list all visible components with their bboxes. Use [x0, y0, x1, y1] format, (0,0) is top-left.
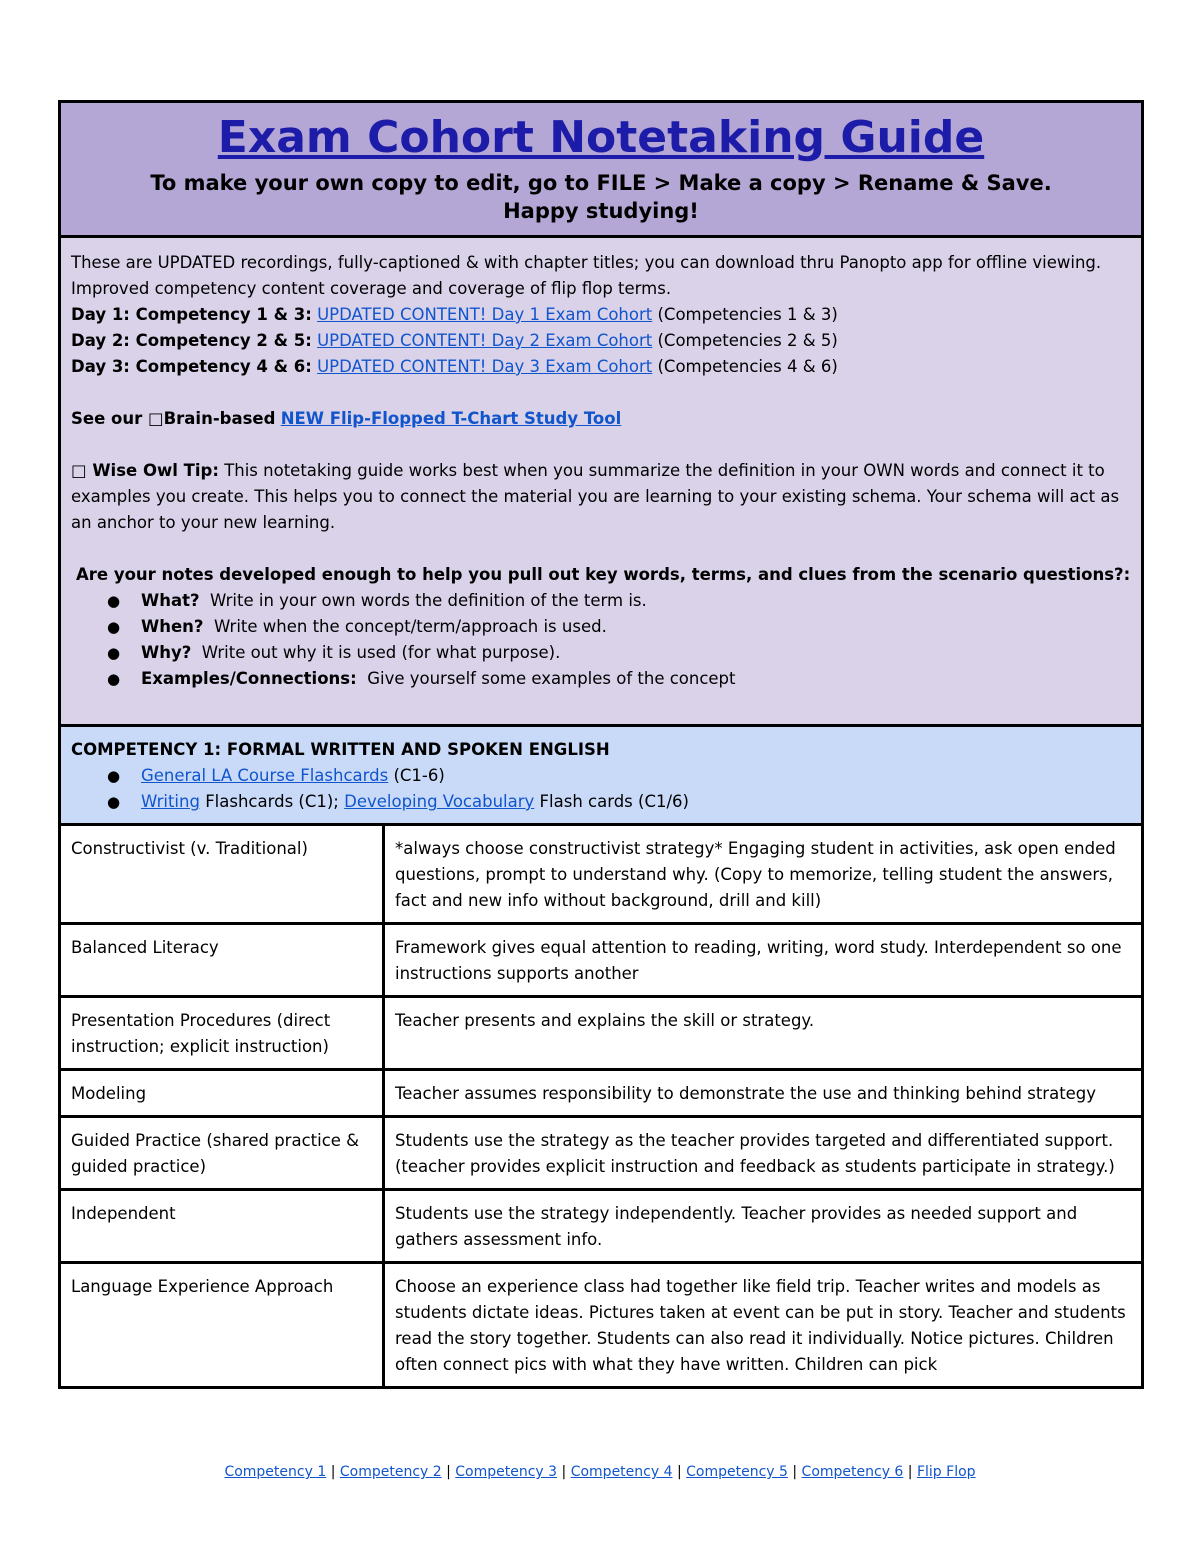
term-cell: Presentation Procedures (direct instruction; explicit instruction) — [61, 997, 384, 1070]
table-row — [61, 924, 1141, 997]
term-cell: Language Experience Approach — [61, 1263, 384, 1387]
day-1-line — [71, 302, 1131, 328]
footer-separator: | — [792, 1464, 798, 1480]
table-row — [61, 1117, 1141, 1190]
vocabulary-suffix: Flash cards (C1/6) — [539, 792, 689, 811]
table-row — [61, 1070, 1141, 1117]
day-3-line — [71, 354, 1131, 380]
question-bullet-list — [71, 588, 1131, 692]
day-2-link[interactable]: UPDATED CONTENT! Day 2 Exam Cohort — [317, 331, 653, 350]
definition-cell: *always choose constructivist strategy* Engaging student in activities, ask open ended questions, prompt to understand why. (Copy to memorize, telling student the answers, fact and new info without background, drill and kill) — [395, 839, 1116, 910]
notetaking-guide-sheet — [58, 100, 1144, 1389]
tip-text: This notetaking guide works best when you summarize the definition in your OWN words and connect it to examples you create. This helps you to connect the material you are learning to your existing schema. Your schema will act as an anchor to your new learning. — [71, 461, 1120, 532]
bullet-examples-label: Examples/Connections: — [141, 669, 357, 688]
term-cell: Modeling — [61, 1070, 384, 1117]
day-2-line — [71, 328, 1131, 354]
footer-link-competency-5[interactable]: Competency 5 — [686, 1464, 788, 1480]
term-cell: Balanced Literacy — [61, 924, 384, 997]
footer-link-competency-1[interactable]: Competency 1 — [224, 1464, 327, 1480]
bullet-why-text: Write out why it is used (for what purpose). — [201, 643, 561, 662]
definition-cell: Teacher presents and explains the skill or strategy. — [384, 997, 1142, 1070]
day-3-link[interactable]: UPDATED CONTENT! Day 3 Exam Cohort — [317, 357, 653, 376]
subtitle-line-1: To make your own copy to edit, go to FILE > Make a copy > Rename & Save. — [150, 171, 1052, 195]
competency-heading: COMPETENCY 1: FORMAL WRITTEN AND SPOKEN ENGLISH — [71, 740, 610, 759]
notes-question — [71, 562, 1131, 588]
day-2-label: Day 2: Competency 2 & 5: — [71, 331, 312, 350]
definition-cell: Teacher assumes responsibility to demonstrate the use and thinking behind strategy — [384, 1070, 1142, 1117]
page-title: Exam Cohort Notetaking Guide — [217, 112, 985, 163]
flashcard-list — [71, 763, 1131, 815]
flip-flop-tchart-link[interactable]: NEW Flip-Flopped T-Chart Study Tool — [280, 409, 622, 428]
day-2-suffix: (Competencies 2 & 5) — [657, 331, 838, 350]
footer-separator: | — [907, 1464, 913, 1480]
bullet-what-label: What? — [141, 591, 200, 610]
intro-section — [61, 238, 1141, 727]
footer-link-competency-2[interactable]: Competency 2 — [339, 1464, 442, 1480]
term-cell: Constructivist (v. Traditional) — [61, 826, 384, 924]
table-row — [61, 826, 1141, 924]
bullet-when-label: When? — [141, 617, 204, 636]
subtitle-line-2: Happy studying! — [503, 199, 699, 223]
general-la-suffix: (C1-6) — [393, 766, 445, 785]
writing-flashcards-text: Flashcards (C1); — [205, 792, 339, 811]
bullet-why-label: Why? — [141, 643, 192, 662]
term-cell: Guided Practice (shared practice & guided practice) — [61, 1117, 384, 1190]
definition-cell: Students use the strategy independently. Teacher provides as needed support and gathers assessment info. — [384, 1190, 1142, 1263]
bullet-what-text: Write in your own words the definition of the term is. — [210, 591, 647, 610]
bullet-examples — [141, 666, 1131, 692]
definition-cell: Choose an experience class had together like field trip. Teacher writes and models as students dictate ideas. Pictures taken at event can be put in story. Teacher and students read the story together. Students can also read it individually. Notice pictures. Children often connect pics with what they have written. Children can pick — [384, 1263, 1142, 1387]
term-cell: Independent — [61, 1190, 384, 1263]
definition-cell: Framework gives equal attention to reading, writing, word study. Interdependent so one instructions supports another — [384, 924, 1142, 997]
flashcard-item-general — [141, 763, 1131, 789]
see-tool-line — [71, 406, 1131, 432]
table-row — [61, 1190, 1141, 1263]
definition-cell: Students use the strategy as the teacher provides targeted and differentiated support. (teacher provides explicit instruction and feedback as students participate in strategy.) — [384, 1117, 1142, 1190]
notes-question-text: Are your notes developed enough to help you pull out key words, terms, and clues from the scenario questions?: — [76, 565, 1131, 584]
recordings-text: These are UPDATED recordings, fully-captioned & with chapter titles; you can download thru Panopto app for offline viewing. Improved competency content coverage and coverage of flip flop terms. — [71, 253, 1102, 298]
footer-link-competency-4[interactable]: Competency 4 — [570, 1464, 673, 1480]
competency-1-section — [61, 727, 1141, 826]
bullet-when — [141, 614, 1131, 640]
bullet-why — [141, 640, 1131, 666]
footer-separator: | — [676, 1464, 682, 1480]
developing-vocabulary-link[interactable]: Developing Vocabulary — [344, 792, 535, 811]
table-row — [61, 1263, 1141, 1387]
header-section — [61, 103, 1141, 238]
bullet-when-text: Write when the concept/term/approach is used. — [213, 617, 607, 636]
footer-link-competency-6[interactable]: Competency 6 — [801, 1464, 904, 1480]
day-3-suffix: (Competencies 4 & 6) — [657, 357, 838, 376]
footer-separator: | — [446, 1464, 451, 1480]
day-1-label: Day 1: Competency 1 & 3: — [71, 305, 312, 324]
day-1-suffix: (Competencies 1 & 3) — [657, 305, 838, 324]
see-tool-prefix: See our □Brain-based — [71, 409, 276, 428]
table-row — [61, 997, 1141, 1070]
general-la-flashcards-link[interactable]: General LA Course Flashcards — [141, 766, 389, 785]
wise-owl-tip — [71, 458, 1131, 536]
bullet-examples-text: Give yourself some examples of the concept — [367, 669, 736, 688]
competency-footer-nav — [0, 1462, 1200, 1482]
flashcard-item-writing — [141, 789, 1131, 815]
footer-separator: | — [561, 1464, 567, 1480]
writing-flashcards-link[interactable]: Writing — [141, 792, 200, 811]
day-1-link[interactable]: UPDATED CONTENT! Day 1 Exam Cohort — [317, 305, 653, 324]
footer-separator: | — [330, 1464, 336, 1480]
terms-table — [61, 826, 1141, 1386]
tip-label: □ Wise Owl Tip: — [71, 461, 219, 480]
footer-link-flip-flop[interactable]: Flip Flop — [916, 1464, 976, 1480]
footer-link-competency-3[interactable]: Competency 3 — [455, 1464, 558, 1480]
day-3-label: Day 3: Competency 4 & 6: — [71, 357, 312, 376]
bullet-what — [141, 588, 1131, 614]
